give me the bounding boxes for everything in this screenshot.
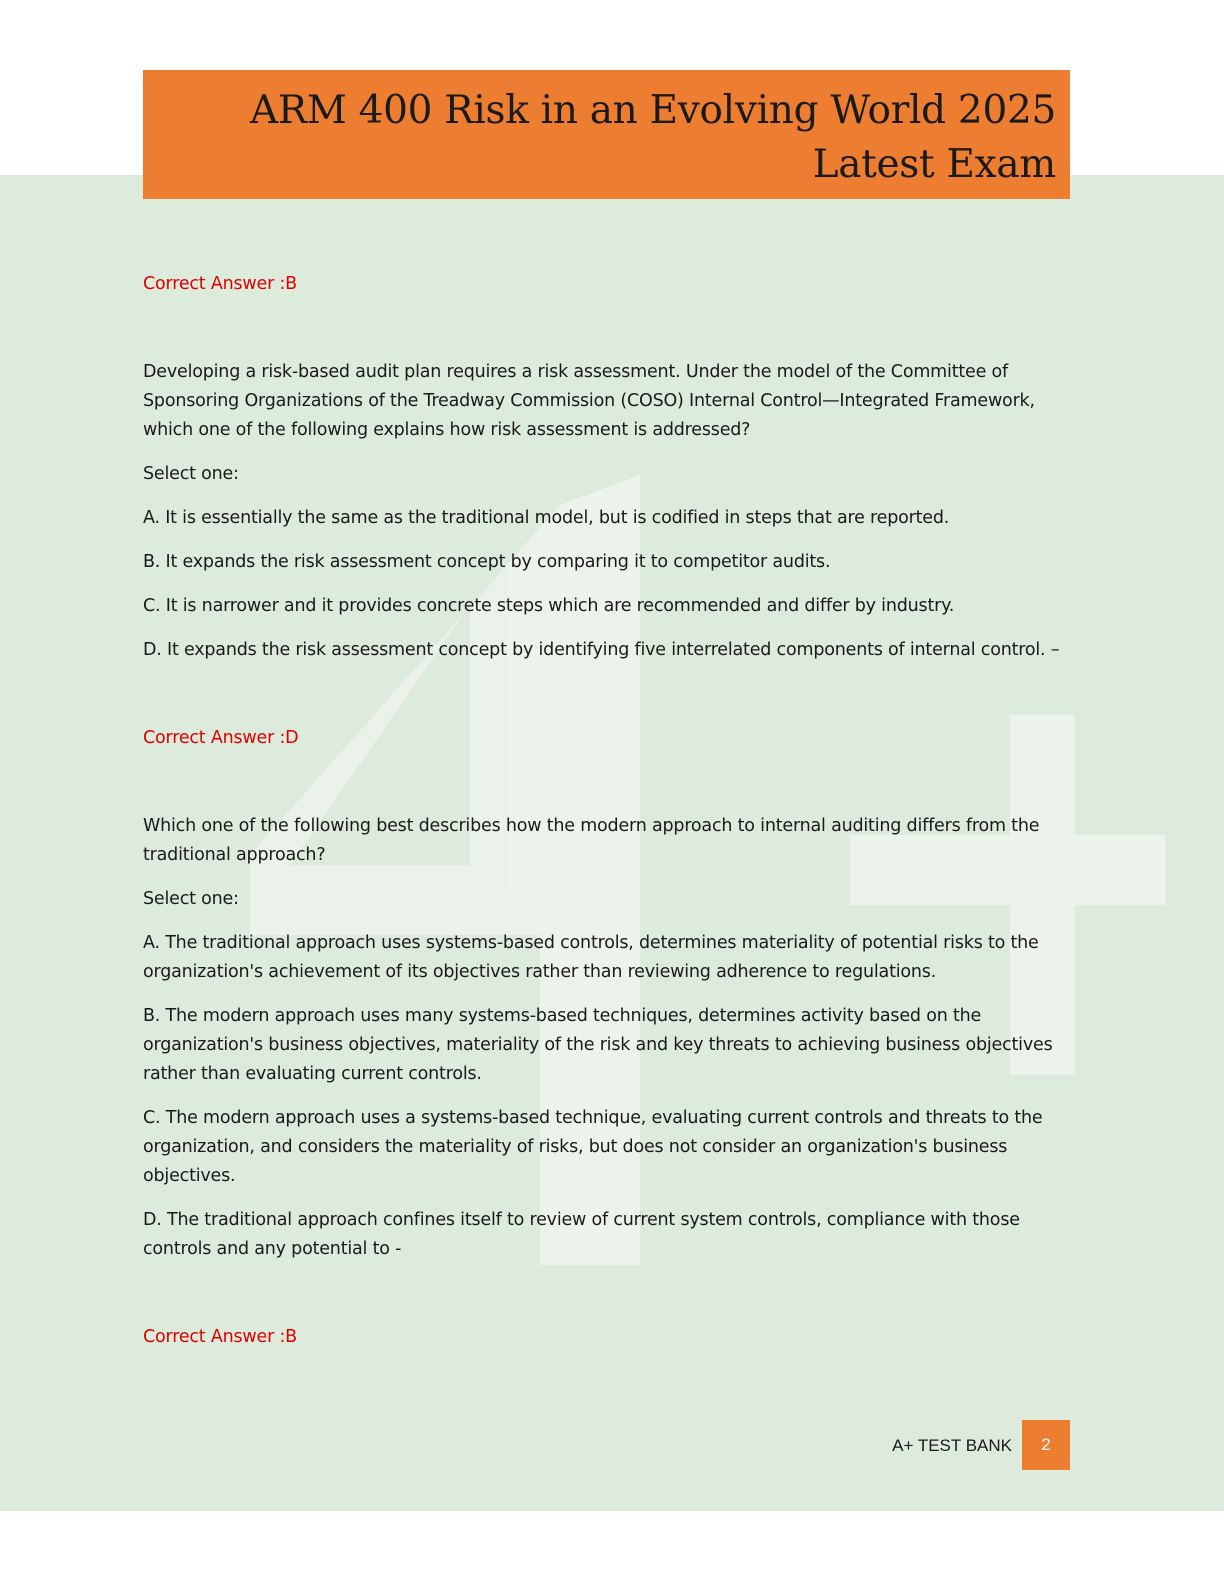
question-2-option-d: D. The traditional approach confines itself to review of current system controls, compliance with those controls and any potential to - — [143, 1210, 1020, 1259]
correct-answer-3: Correct Answer :B — [143, 1327, 297, 1347]
page-title-line-1: ARM 400 Risk in an Evolving World 2025 — [249, 88, 1056, 133]
correct-answer-2: Correct Answer :D — [143, 728, 299, 748]
question-1-option-b: B. It expands the risk assessment concept by comparing it to competitor audits. — [143, 552, 831, 572]
question-2-option-c: C. The modern approach uses a systems-based technique, evaluating current controls and threats to the organization, and considers the materiality of risks, but does not consider an organization's business objectives. — [143, 1108, 1043, 1186]
correct-answer-1: Correct Answer :B — [143, 274, 297, 294]
question-2-text: Which one of the following best describes how the modern approach to internal auditing differs from the traditional approach? — [143, 816, 1040, 865]
title-banner — [143, 70, 1070, 199]
footer-label: A+ TEST BANK — [892, 1436, 1012, 1455]
question-1-option-c: C. It is narrower and it provides concrete steps which are recommended and differ by industry. — [143, 596, 955, 616]
question-1-option-a: A. It is essentially the same as the traditional model, but is codified in steps that are reported. — [143, 508, 950, 528]
question-1-text: Developing a risk-based audit plan requires a risk assessment. Under the model of the Committee of Sponsoring Organizations of the Treadway Commission (COSO) Internal Control—Integrated Framework, which one of the following explains how risk assessment is addressed? — [143, 362, 1035, 440]
question-2-select-label: Select one: — [143, 889, 239, 909]
question-2-option-b: B. The modern approach uses many systems-based techniques, determines activity based on the organization's business objectives, materiality of the risk and key threats to achieving business objectives rather than evaluating current controls. — [143, 1006, 1053, 1084]
question-1-option-d: D. It expands the risk assessment concept by identifying five interrelated components of internal control. – — [143, 640, 1060, 660]
page-number: 2 — [1041, 1435, 1051, 1454]
page-number-badge — [1022, 1420, 1070, 1470]
page-title-line-2: Latest Exam — [812, 142, 1056, 187]
question-2-option-a: A. The traditional approach uses systems-based controls, determines materiality of potential risks to the organization's achievement of its objectives rather than reviewing adherence to regulations. — [143, 933, 1039, 982]
question-1-select-label: Select one: — [143, 464, 239, 484]
exam-content — [143, 270, 1073, 1352]
